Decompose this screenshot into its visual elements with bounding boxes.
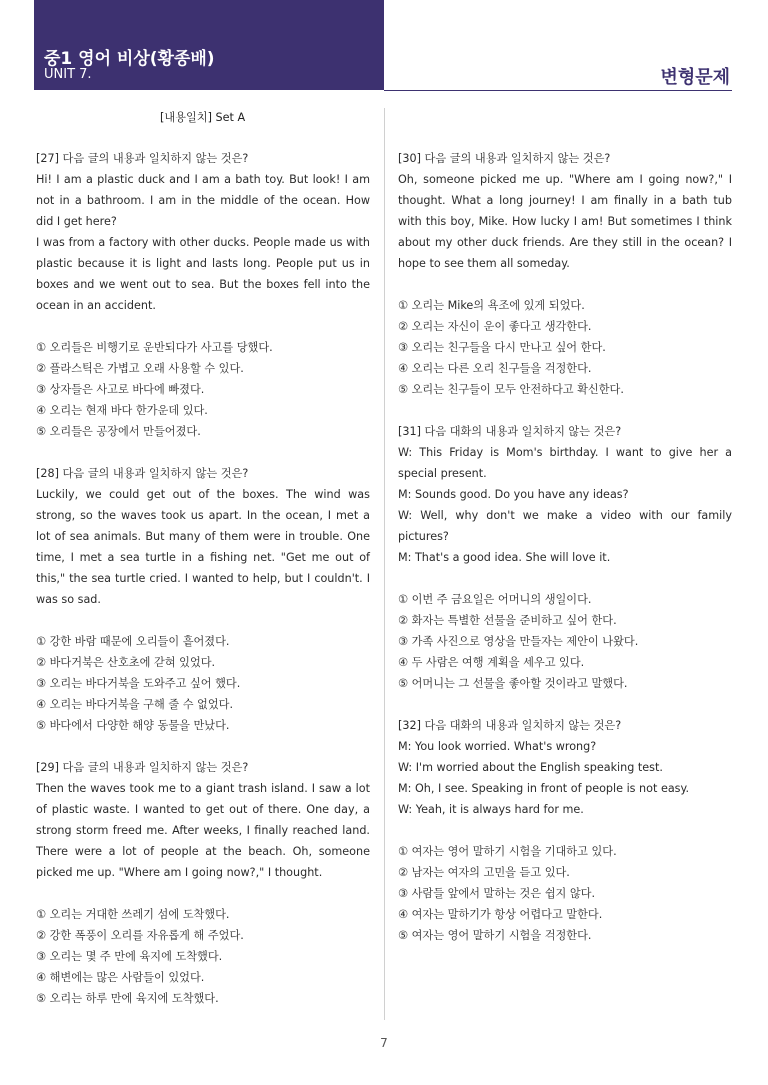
answer-option: ③ 가족 사진으로 영상을 만들자는 제안이 나왔다. — [398, 635, 639, 648]
answer-option: ② 화자는 특별한 선물을 준비하고 싶어 한다. — [398, 614, 617, 627]
dialog-line: M: Sounds good. Do you have any ideas? — [398, 488, 629, 501]
question-28 — [36, 463, 370, 736]
unit-label: UNIT 7. — [44, 67, 92, 82]
passage-paragraph: Oh, someone picked me up. "Where am I going now?," I thought. What a long journey! I am finally in a bath tub with this boy, Mike. How lucky I am! But sometimes I think about my other duck friends. Are they still in the ocean? I hope to see them all someday. — [398, 173, 732, 270]
right-column — [398, 148, 732, 967]
page-number: 7 — [380, 1036, 388, 1050]
answer-option: ③ 상자들은 사고로 바다에 빠졌다. — [36, 383, 205, 396]
answer-option: ④ 오리는 다른 오리 친구들을 걱정한다. — [398, 362, 592, 375]
question-dialog — [398, 442, 732, 568]
passage-paragraph: Then the waves took me to a giant trash island. I saw a lot of plastic waste. I wanted to get out of there. One day, a strong storm freed me. After weeks, I finally reached land. There were a lot of people at the beach. Oh, someone picked me up. "Where am I going now?," I thought. — [36, 782, 370, 879]
answer-option: ③ 오리는 바다거북을 도와주고 싶어 했다. — [36, 677, 241, 690]
dialog-line: W: Yeah, it is always hard for me. — [398, 803, 584, 816]
question-title: [32] 다음 대화의 내용과 일치하지 않는 것은? — [398, 719, 622, 732]
document-title: 중1 영어 비상(황종배) — [44, 49, 215, 69]
question-passage — [398, 169, 732, 274]
question-title: [29] 다음 글의 내용과 일치하지 않는 것은? — [36, 761, 249, 774]
question-27 — [36, 148, 370, 442]
header-divider — [384, 90, 732, 91]
question-29 — [36, 757, 370, 1009]
dialog-line: W: Well, why don't we make a video with our family pictures? — [398, 509, 732, 543]
answer-option: ④ 오리는 바다거북을 구해 줄 수 없었다. — [36, 698, 234, 711]
answer-options — [36, 904, 370, 1009]
answer-option: ② 플라스틱은 가볍고 오래 사용할 수 있다. — [36, 362, 244, 375]
answer-options — [398, 841, 732, 946]
dialog-line: W: This Friday is Mom's birthday. I want to give her a special present. — [398, 446, 732, 480]
answer-option: ③ 오리는 친구들을 다시 만나고 싶어 한다. — [398, 341, 606, 354]
question-31 — [398, 421, 732, 694]
dialog-line: M: Oh, I see. Speaking in front of people is not easy. — [398, 782, 690, 795]
left-column — [36, 148, 370, 1030]
question-passage — [36, 169, 370, 316]
question-title: [31] 다음 대화의 내용과 일치하지 않는 것은? — [398, 425, 622, 438]
question-passage — [36, 484, 370, 610]
set-label: [내용일치] Set A — [160, 111, 246, 124]
answer-option: ③ 사람들 앞에서 말하는 것은 쉽지 않다. — [398, 887, 596, 900]
answer-options — [398, 295, 732, 400]
answer-option: ⑤ 여자는 영어 말하기 시험을 걱정한다. — [398, 929, 592, 942]
dialog-line: W: I'm worried about the English speaking test. — [398, 761, 663, 774]
answer-option: ⑤ 바다에서 다양한 해양 동물을 만났다. — [36, 719, 230, 732]
question-title: [27] 다음 글의 내용과 일치하지 않는 것은? — [36, 152, 249, 165]
answer-option: ① 오리는 거대한 쓰레기 섬에 도착했다. — [36, 908, 230, 921]
question-32 — [398, 715, 732, 946]
answer-option: ⑤ 오리들은 공장에서 만들어졌다. — [36, 425, 201, 438]
answer-options — [36, 337, 370, 442]
answer-option: ① 강한 바람 때문에 오리들이 흩어졌다. — [36, 635, 230, 648]
answer-option: ① 오리는 Mike의 욕조에 있게 되었다. — [398, 299, 585, 312]
answer-options — [398, 589, 732, 694]
answer-option: ① 이번 주 금요일은 어머니의 생일이다. — [398, 593, 592, 606]
question-passage — [36, 778, 370, 883]
dialog-line: M: That's a good idea. She will love it. — [398, 551, 611, 564]
question-title: [30] 다음 글의 내용과 일치하지 않는 것은? — [398, 152, 611, 165]
dialog-line: M: You look worried. What's wrong? — [398, 740, 597, 753]
answer-option: ④ 두 사람은 여행 계획을 세우고 있다. — [398, 656, 585, 669]
answer-option: ③ 오리는 몇 주 만에 육지에 도착했다. — [36, 950, 223, 963]
answer-option: ④ 해변에는 많은 사람들이 있었다. — [36, 971, 205, 984]
answer-option: ⑤ 오리는 친구들이 모두 안전하다고 확신한다. — [398, 383, 624, 396]
answer-option: ④ 여자는 말하기가 항상 어렵다고 말한다. — [398, 908, 603, 921]
answer-option: ⑤ 어머니는 그 선물을 좋아할 것이라고 말했다. — [398, 677, 628, 690]
answer-option: ① 여자는 영어 말하기 시험을 기대하고 있다. — [398, 845, 617, 858]
answer-option: ④ 오리는 현재 바다 한가운데 있다. — [36, 404, 208, 417]
answer-option: ② 바다거북은 산호초에 갇혀 있었다. — [36, 656, 216, 669]
answer-option: ② 남자는 여자의 고민을 듣고 있다. — [398, 866, 570, 879]
answer-options — [36, 631, 370, 736]
passage-paragraph: I was from a factory with other ducks. People made us with plastic because it is light and lasts long. People put us in boxes and we went out to sea. But the boxes fell into the ocean in an accident. — [36, 236, 370, 312]
answer-option: ① 오리들은 비행기로 운반되다가 사고를 당했다. — [36, 341, 273, 354]
question-30 — [398, 148, 732, 400]
passage-paragraph: Luckily, we could get out of the boxes. The wind was strong, so the waves took us apart. In the ocean, I met a lot of sea animals. But many of them were in trouble. One time, I met a sea turtle in a fishing net. "Get me out of this," the sea turtle cried. I wanted to help, but I couldn't. I was so sad. — [36, 488, 370, 606]
column-divider — [384, 108, 385, 1020]
question-dialog — [398, 736, 732, 820]
document-type-label: 변형문제 — [660, 67, 730, 88]
answer-option: ② 오리는 자신이 운이 좋다고 생각한다. — [398, 320, 592, 333]
question-title: [28] 다음 글의 내용과 일치하지 않는 것은? — [36, 467, 249, 480]
passage-paragraph: Hi! I am a plastic duck and I am a bath toy. But look! I am not in a bathroom. I am in the middle of the ocean. How did I get here? — [36, 173, 370, 228]
answer-option: ② 강한 폭풍이 오리를 자유롭게 해 주었다. — [36, 929, 244, 942]
answer-option: ⑤ 오리는 하루 만에 육지에 도착했다. — [36, 992, 219, 1005]
